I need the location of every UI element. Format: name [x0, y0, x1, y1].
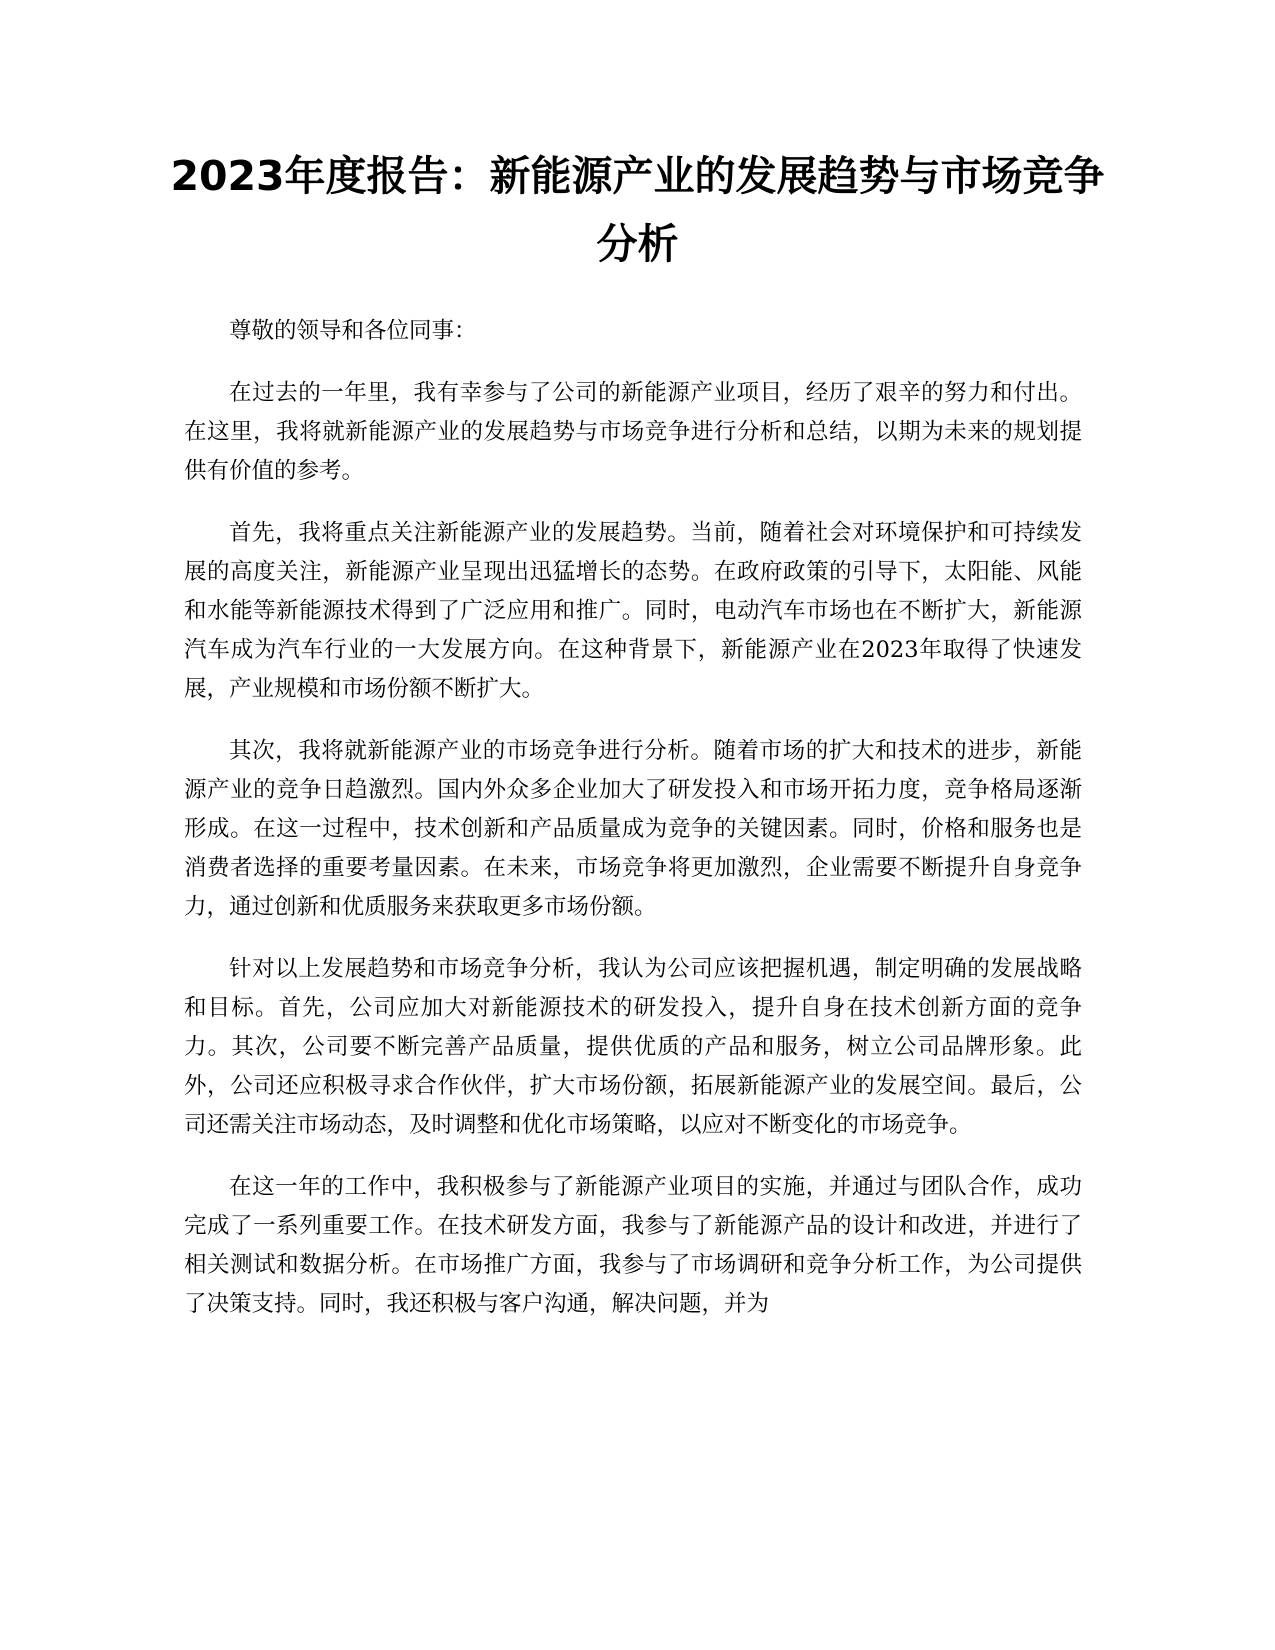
paragraph-strategy: 针对以上发展趋势和市场竞争分析，我认为公司应该把握机遇，制定明确的发展战略和目标。首先，公司应加大对新能源技术的研发投入，提升自身在技术创新方面的竞争力。其次，公司要不断完善产品质量，提供优质的产品和服务，树立公司品牌形象。此外，公司还应积极寻求合作伙伴，扩大市场份额，拓展新能源产业的发展空间。最后，公司还需关注市场动态，及时调整和优化市场策略，以应对不断变化的市场竞争。 [184, 956, 1082, 1138]
paragraph-intro: 在过去的一年里，我有幸参与了公司的新能源产业项目，经历了艰辛的努力和付出。在这里，我将就新能源产业的发展趋势与市场竞争进行分析和总结，以期为未来的规划提供有价值的参考。 [184, 380, 1082, 484]
document-title: 2023年度报告：新能源产业的发展趋势与市场竞争分析 [170, 152, 1105, 268]
paragraph-salutation: 尊敬的领导和各位同事： [229, 318, 477, 344]
paragraph-competition: 其次，我将就新能源产业的市场竞争进行分析。随着市场的扩大和技术的进步，新能源产业的竞争日趋激烈。国内外众多企业加大了研发投入和市场开拓力度，竞争格局逐渐形成。在这一过程中，技术创新和产品质量成为竞争的关键因素。同时，价格和服务也是消费者选择的重要考量因素。在未来，市场竞争将更加激烈，企业需要不断提升自身竞争力，通过创新和优质服务来获取更多市场份额。 [184, 738, 1082, 920]
paragraph-trends: 首先，我将重点关注新能源产业的发展趋势。当前，随着社会对环境保护和可持续发展的高度关注，新能源产业呈现出迅猛增长的态势。在政府政策的引导下，太阳能、风能和水能等新能源技术得到了广泛应用和推广。同时，电动汽车市场也在不断扩大，新能源汽车成为汽车行业的一大发展方向。在这种背景下，新能源产业在2023年取得了快速发展，产业规模和市场份额不断扩大。 [184, 520, 1082, 702]
paragraph-work-summary: 在这一年的工作中，我积极参与了新能源产业项目的实施，并通过与团队合作，成功完成了一系列重要工作。在技术研发方面，我参与了新能源产品的设计和改进，并进行了相关测试和数据分析。在市场推广方面，我参与了市场调研和竞争分析工作，为公司提供了决策支持。同时，我还积极与客户沟通，解决问题，并为 [184, 1174, 1082, 1317]
document-body [184, 312, 1082, 1324]
